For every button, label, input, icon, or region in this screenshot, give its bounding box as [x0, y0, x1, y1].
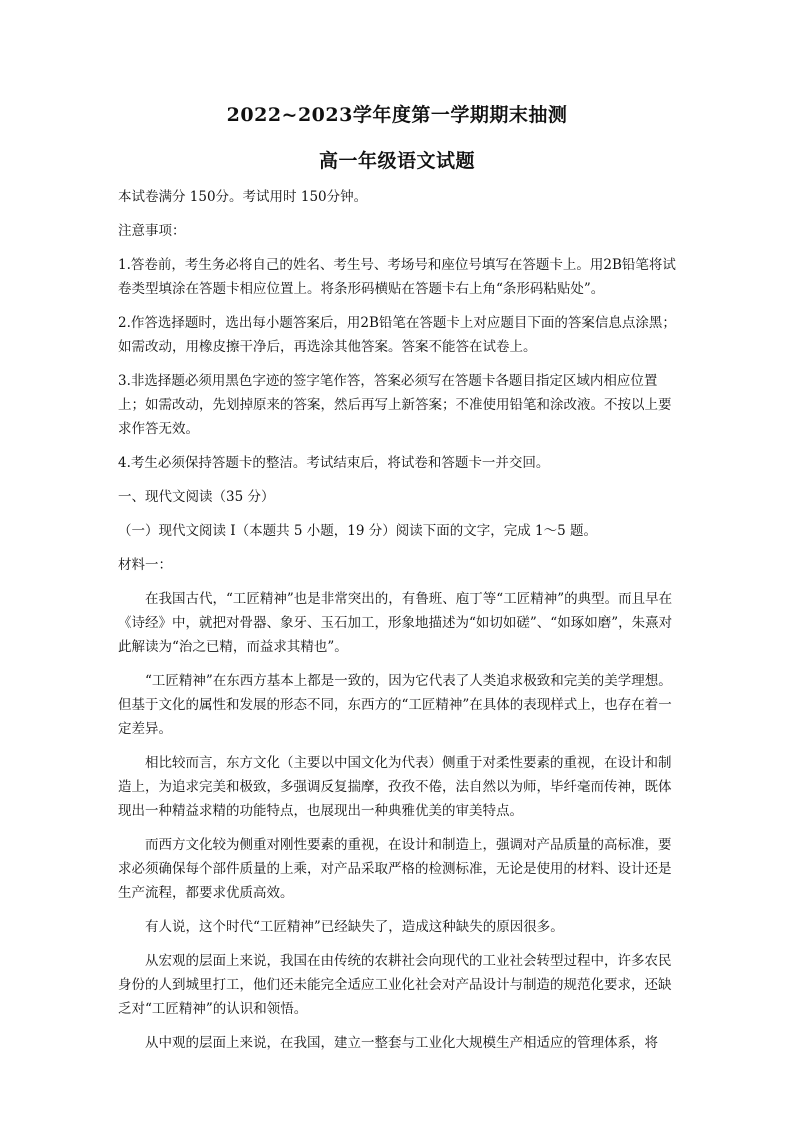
score-time-line: 本试卷满分 150分。考试用时 150分钟。: [118, 189, 368, 205]
exam-title: 2022~2023学年度第一学期期末抽测: [226, 104, 568, 126]
passage-paragraph-7: 从中观的层面上来说，在我国，建立一整套与工业化大规模生产相适应的管理体系，将: [145, 1035, 658, 1051]
passage-paragraph-1: 在我国古代，“工匠精神”也是非常突出的，有鲁班、庖丁等“工匠精神”的典型。而且早在《诗经》中，就把对骨器、象牙、玉石加工，形象地描述为“如切如磋”、“如琢如磨”，朱熹对此解读为“治之已精，而益求其精也”。: [118, 591, 673, 655]
exam-subtitle: 高一年级语文试题: [318, 150, 475, 172]
passage-paragraph-3: 相比较而言，东方文化（主要以中国文化为代表）侧重于对柔性要素的重视，在设计和制造上，为追求完美和极致，多强调反复揣摩，孜孜不倦，法自然以为师，毕纤毫而传神，既体现出一种精益求精的功能特点，也展现出一种典雅优美的审美特点。: [118, 755, 672, 819]
section-heading: 一、现代文阅读（35 分）: [118, 489, 275, 505]
passage-paragraph-4: 而西方文化较为侧重对刚性要素的重视，在设计和制造上，强调对产品质量的高标准，要求必须确保每个部件质量的上乘，对产品采取严格的检测标准，无论是使用的材料、设计还是生产流程，都要求优质高效。: [118, 837, 672, 901]
passage-paragraph-2: “工匠精神”在东西方基本上都是一致的，因为它代表了人类追求极致和完美的美学理想。但基于文化的属性和发展的形态不同，东西方的“工匠精神”在具体的表现样式上，也存在着一定差异。: [118, 673, 672, 737]
notice-heading: 注意事项：: [118, 223, 186, 239]
notice-item-2: 2.作答选择题时，选出每小题答案后，用2B铅笔在答题卡上对应题目下面的答案信息点涂黑；如需改动，用橡皮擦干净后，再选涂其他答案。答案不能答在试卷上。: [118, 315, 676, 355]
passage-paragraph-5: 有人说，这个时代“工匠精神”已经缺失了，造成这种缺失的原因很多。: [145, 919, 564, 935]
notice-item-1: 1.答卷前，考生务必将自己的姓名、考生号、考场号和座位号填写在答题卡上。用2B铅笔将试卷类型填涂在答题卡相应位置上。将条形码横贴在答题卡右上角“条形码粘贴处”。: [118, 257, 676, 297]
passage-paragraph-6: 从宏观的层面上来说，我国在由传统的农耕社会向现代的工业社会转型过程中，许多农民身份的人到城里打工，他们还未能完全适应工业化社会对产品设计与制造的规范化要求，还缺乏对“工匠精神”的认识和领悟。: [118, 953, 672, 1017]
material-label: 材料一：: [118, 557, 172, 573]
exam-content: [118, 185, 678, 1055]
section-subheading: （一）现代文阅读 I（本题共 5 小题，19 分）阅读下面的文字，完成 1～5 题。: [118, 523, 598, 539]
notice-item-4: 4.考生必须保持答题卡的整洁。考试结束后，将试卷和答题卡一并交回。: [118, 455, 550, 471]
notice-item-3: 3.非选择题必须用黑色字迹的签字笔作答，答案必须写在答题卡各题目指定区域内相应位置上；如需改动，先划掉原来的答案，然后再写上新答案；不准使用铅笔和涂改液。不按以上要求作答无效。: [118, 373, 672, 437]
